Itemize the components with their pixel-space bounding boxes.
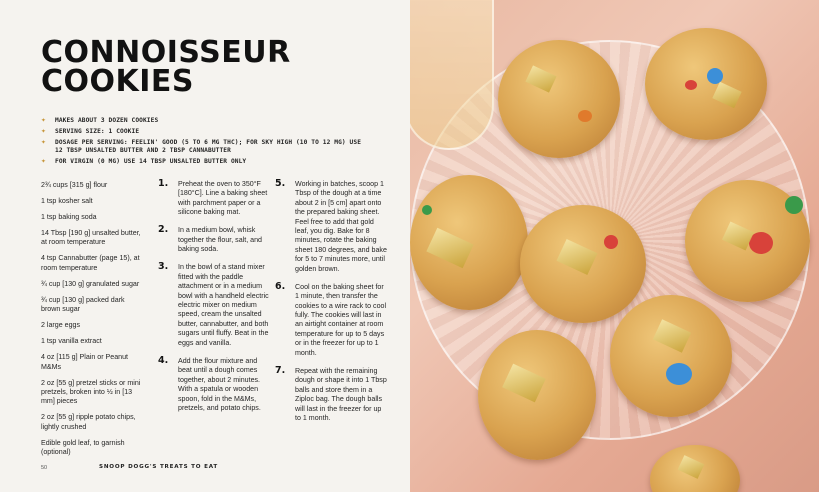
meta-item: ✦ FOR VIRGIN (0 MG) USE 14 TBSP UNSALTED BUTTER ONLY bbox=[41, 155, 247, 165]
star-bullet-icon: ✦ bbox=[41, 115, 46, 124]
method-step bbox=[275, 280, 387, 358]
star-bullet-icon: ✦ bbox=[41, 125, 46, 135]
cookie bbox=[685, 180, 810, 302]
ingredient-item: 2 large eggs bbox=[41, 321, 81, 330]
ingredient-item: 1 tsp kosher salt bbox=[41, 197, 93, 205]
step-text: Cool on the baking sheet for 1 minute, then transfer the cookies to a wire rack to cool fully. The cookies will last in an airtight container at room temperature for up to 5 days or in the freezer for up to 1 month. bbox=[295, 282, 387, 357]
running-footer-book-title: SNOOP DOGG'S TREATS TO EAT bbox=[99, 464, 219, 470]
step-number: 7. bbox=[275, 364, 286, 376]
champagne-glass bbox=[410, 0, 494, 150]
ingredient-item: 2¾ cups [315 g] flour bbox=[41, 181, 108, 189]
ingredient-item: 1 tsp baking soda bbox=[41, 213, 97, 221]
meta-item: ✦ SERVING SIZE: 1 COOKIE bbox=[41, 125, 140, 135]
star-bullet-icon: ✦ bbox=[41, 155, 46, 165]
ingredients-list bbox=[41, 181, 141, 464]
step-text: Repeat with the remaining dough or shape it into 1 Tbsp balls and store them in a Ziploc bag. The dough balls will last in the freezer for up to 1 month. bbox=[295, 366, 387, 422]
cookie bbox=[410, 175, 528, 310]
meta-item: ✦ DOSAGE PER SERVING: FEELIN' GOOD (5 TO 6 MG THC); FOR SKY HIGH (10 TO 12 MG) USE 12 TBSP UNSALTED BUTTER AND 2 TBSP CANNABUTTER bbox=[41, 136, 362, 155]
step-number: 2. bbox=[158, 224, 169, 236]
step-text: In the bowl of a stand mixer fitted with the paddle attachment or in a medium bowl with a handheld electric electric mixer on medium speed, cream the unsalted butter, cannabutter, and both sugars until fluffy. Beat in the eggs and vanilla. bbox=[178, 263, 269, 347]
recipe-title-line-1: CONNOISSEUR bbox=[41, 35, 291, 70]
step-number: 1. bbox=[158, 178, 169, 189]
cookie bbox=[498, 40, 620, 158]
cookie bbox=[645, 28, 767, 140]
method-step bbox=[158, 180, 270, 218]
method-steps-column-2 bbox=[275, 180, 387, 432]
ingredient-item: 2 oz [55 g] ripple potato chips, lightly crushed bbox=[41, 413, 136, 431]
ingredient-item: 1 tsp vanilla extract bbox=[41, 337, 102, 346]
recipe-title-line-2: COOKIES bbox=[41, 64, 195, 99]
cookie bbox=[650, 445, 740, 492]
ingredient-item: ¾ cup [130 g] granulated sugar bbox=[41, 279, 140, 288]
method-step bbox=[158, 263, 270, 348]
step-text: In a medium bowl, whisk together the flour, salt, and baking soda. bbox=[178, 226, 262, 254]
cookie bbox=[520, 205, 646, 323]
ingredient-item: 2 oz [55 g] pretzel sticks or mini pretzels, broken into ½ in [13 mm] pieces bbox=[41, 378, 141, 406]
recipe-meta-list bbox=[41, 117, 371, 169]
method-steps-column-1 bbox=[158, 180, 270, 422]
meta-item: ✦ MAKES ABOUT 3 DOZEN COOKIES bbox=[41, 115, 159, 124]
step-text: Preheat the oven to 350°F [180°C]. Line a baking sheet with parchment paper or a silicone baking mat. bbox=[178, 180, 268, 217]
method-step bbox=[158, 226, 270, 254]
cookie-photo bbox=[410, 0, 819, 492]
method-step bbox=[275, 364, 387, 423]
step-text: Add the flour mixture and beat until a dough comes together, about 2 minutes. With a spatula or wooden spoon, fold in the M&Ms, pretzels, and potato chips. bbox=[178, 356, 261, 412]
step-number: 5. bbox=[275, 178, 286, 189]
page-number: 50 bbox=[41, 465, 48, 471]
cookie bbox=[478, 330, 596, 460]
ingredient-item: Edible gold leaf, to garnish (optional) bbox=[41, 438, 125, 457]
ingredient-item: 4 tsp Cannabutter (page 15), at room temperature bbox=[41, 254, 140, 272]
ingredient-item: ¾ cup [130 g] packed dark brown sugar bbox=[41, 295, 125, 314]
star-bullet-icon: ✦ bbox=[41, 136, 46, 146]
step-text: Working in batches, scoop 1 Tbsp of the dough at a time about 2 in [5 cm] apart onto the prepared baking sheet. Feel free to add that gold leaf, you dig. Bake for 8 minutes, rotate the baking sheet 180 degrees, and bake for 5 to 7 minutes more, until golden brown. bbox=[295, 180, 387, 273]
step-number: 3. bbox=[158, 261, 169, 273]
step-number: 6. bbox=[275, 280, 286, 292]
step-number: 4. bbox=[158, 354, 169, 366]
ingredient-item: 14 Tbsp [190 g] unsalted butter, at room temperature bbox=[41, 229, 141, 247]
ingredient-item: 4 oz [115 g] Plain or Peanut M&Ms bbox=[41, 353, 129, 371]
recipe-title bbox=[41, 35, 291, 99]
method-step bbox=[158, 354, 270, 413]
cookie bbox=[610, 295, 732, 417]
method-step bbox=[275, 180, 387, 274]
